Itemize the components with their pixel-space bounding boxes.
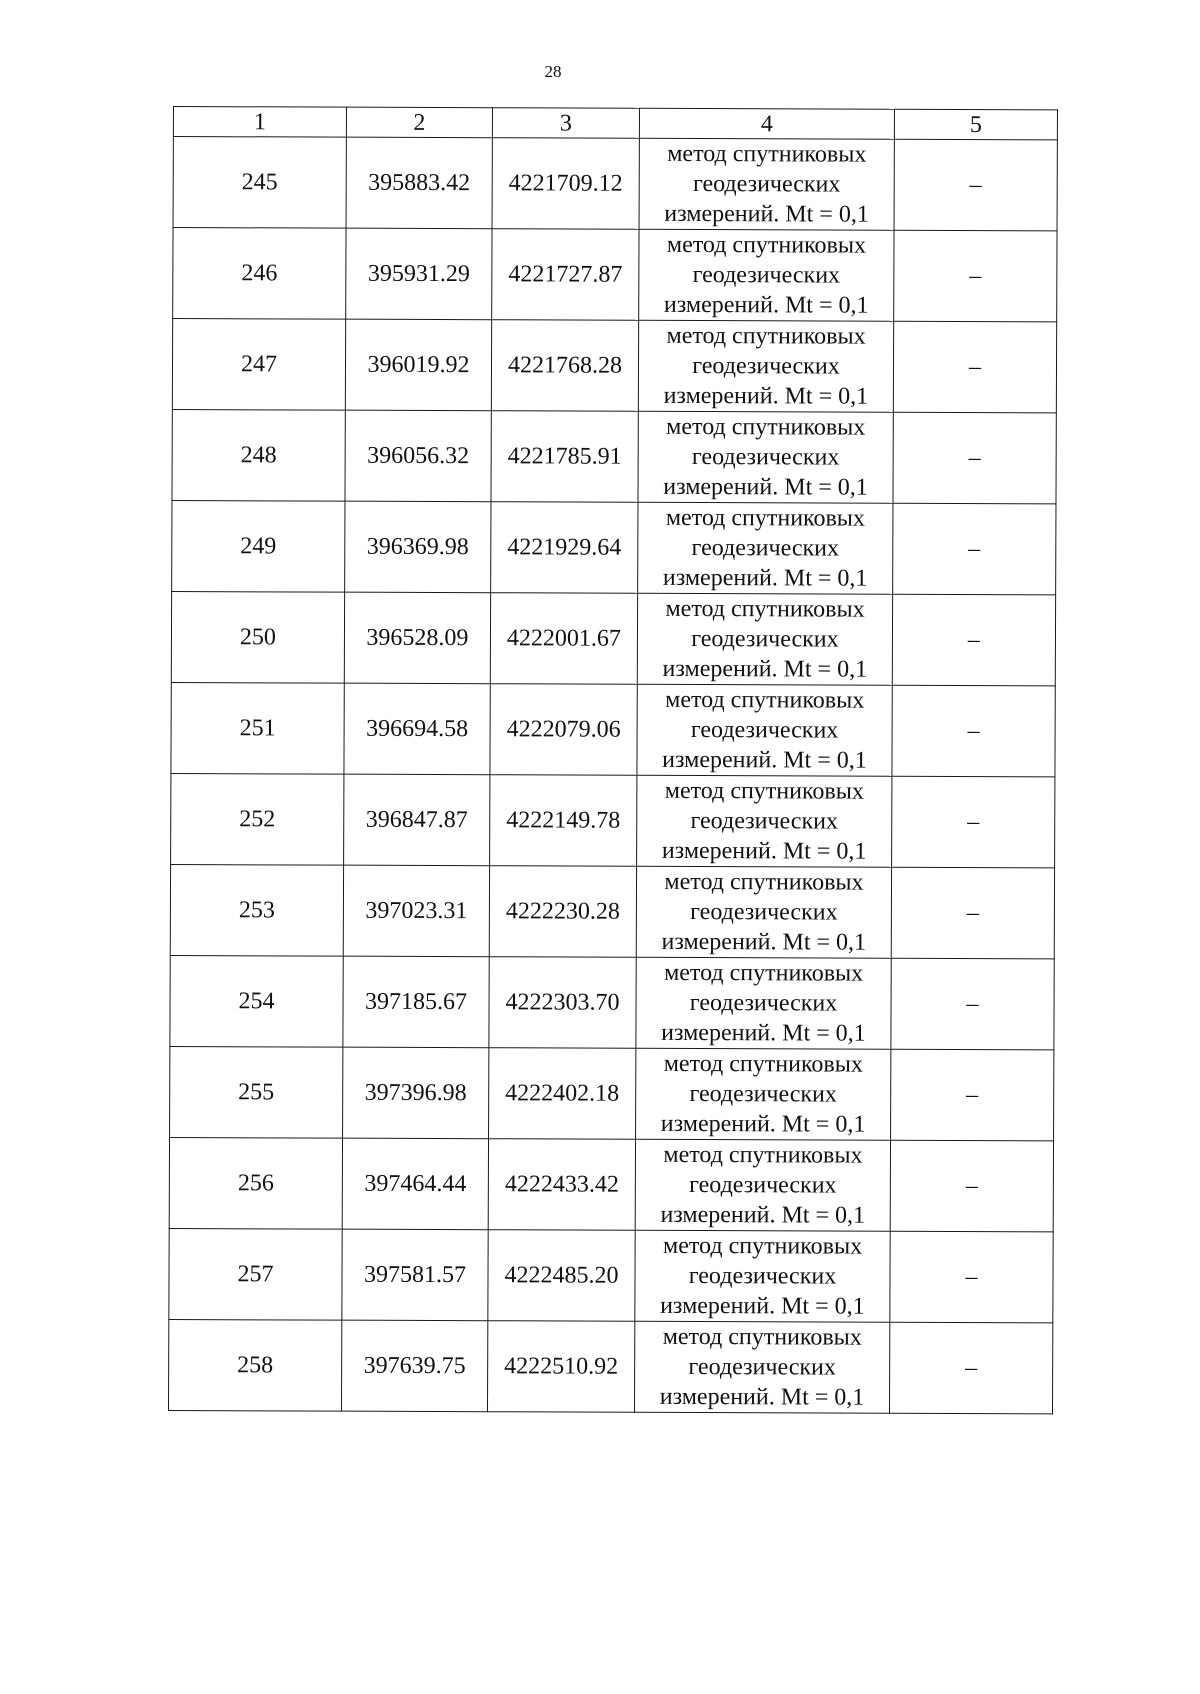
method-line: метод спутниковых <box>665 595 865 623</box>
note-cell: – <box>893 503 1056 595</box>
y-coordinate-cell: 4222510.92 <box>487 1321 634 1413</box>
coordinates-table <box>168 106 1058 1414</box>
y-coordinate-cell: 4221709.12 <box>492 138 639 230</box>
method-line: геодезических <box>692 261 841 289</box>
note-cell: – <box>891 958 1054 1050</box>
method-line: метод спутниковых <box>665 686 865 714</box>
y-coordinate-cell: 4221785.91 <box>491 411 638 503</box>
point-number-cell: 256 <box>169 1137 342 1229</box>
point-number-cell: 245 <box>173 137 346 229</box>
y-coordinate-cell: 4222402.18 <box>489 1048 636 1140</box>
point-number-cell: 252 <box>171 773 344 865</box>
y-coordinate-cell: 4222485.20 <box>488 1230 635 1322</box>
method-cell <box>636 866 891 958</box>
method-line: метод спутниковых <box>665 504 866 532</box>
method-cell <box>635 1230 890 1322</box>
point-number-cell: 257 <box>169 1228 342 1320</box>
y-coordinate-cell: 4222230.28 <box>489 866 636 958</box>
method-line: метод спутниковых <box>666 413 866 441</box>
table-row <box>169 1228 1053 1322</box>
column-header-4: 4 <box>639 108 894 139</box>
method-line: измерений. Mt = 0,1 <box>664 200 869 228</box>
method-line: измерений. Mt = 0,1 <box>660 1110 866 1138</box>
note-cell: – <box>891 1049 1054 1141</box>
method-line: метод спутниковых <box>666 231 867 259</box>
note-cell: – <box>892 776 1055 868</box>
table-body <box>168 107 1057 1414</box>
point-number-cell: 246 <box>173 228 346 320</box>
table-row <box>172 409 1056 503</box>
method-cell <box>637 684 892 776</box>
column-header-3: 3 <box>492 108 639 139</box>
method-line: метод спутниковых <box>662 1323 862 1351</box>
point-number-cell: 247 <box>172 319 345 411</box>
method-line: геодезических <box>690 898 838 926</box>
method-cell <box>636 957 891 1049</box>
method-cell <box>639 229 894 321</box>
note-cell: – <box>893 412 1056 504</box>
method-line: измерений. Mt = 0,1 <box>660 1201 866 1229</box>
method-line: геодезических <box>691 534 840 562</box>
method-line: метод спутниковых <box>664 868 864 896</box>
y-coordinate-cell: 4222001.67 <box>490 593 637 685</box>
note-cell: – <box>891 867 1054 959</box>
method-line: измерений. Mt = 0,1 <box>662 564 868 592</box>
method-cell <box>635 1139 890 1231</box>
method-line: измерений. Mt = 0,1 <box>660 1292 865 1320</box>
x-coordinate-cell: 396056.32 <box>345 410 491 502</box>
table-header-row <box>173 107 1057 140</box>
method-cell <box>639 138 894 230</box>
method-line: геодезических <box>692 352 840 380</box>
x-coordinate-cell: 397639.75 <box>341 1320 487 1412</box>
note-cell: – <box>893 321 1056 413</box>
column-header-1: 1 <box>173 107 346 138</box>
method-cell <box>638 502 893 594</box>
method-line: геодезических <box>691 625 839 653</box>
method-line: геодезических <box>688 1262 837 1290</box>
x-coordinate-cell: 397185.67 <box>343 956 489 1048</box>
y-coordinate-cell: 4221929.64 <box>491 502 638 594</box>
table-row <box>170 955 1054 1049</box>
x-coordinate-cell: 397464.44 <box>342 1138 488 1230</box>
method-line: геодезических <box>692 170 841 198</box>
note-cell: – <box>892 685 1055 777</box>
point-number-cell: 258 <box>168 1319 341 1411</box>
point-number-cell: 251 <box>171 682 344 774</box>
method-line: геодезических <box>689 1080 837 1108</box>
x-coordinate-cell: 396528.09 <box>344 592 490 684</box>
table-row <box>172 319 1056 413</box>
column-header-2: 2 <box>346 107 492 138</box>
point-number-cell: 253 <box>170 864 343 956</box>
table-row <box>168 1319 1052 1413</box>
y-coordinate-cell: 4222149.78 <box>490 775 637 867</box>
method-line: геодезических <box>690 716 839 744</box>
point-number-cell: 255 <box>170 1046 343 1138</box>
y-coordinate-cell: 4222303.70 <box>489 957 636 1049</box>
method-line: геодезических <box>689 989 838 1017</box>
note-cell: – <box>890 1231 1053 1323</box>
method-line: измерений. Mt = 0,1 <box>661 1019 866 1047</box>
x-coordinate-cell: 397581.57 <box>342 1229 488 1321</box>
table-row <box>172 500 1056 594</box>
method-line: метод спутниковых <box>664 777 864 805</box>
method-cell <box>634 1321 889 1413</box>
method-line: измерений. Mt = 0,1 <box>663 382 869 410</box>
note-cell: – <box>894 230 1057 322</box>
x-coordinate-cell: 396694.58 <box>344 683 490 775</box>
method-cell <box>637 593 892 685</box>
method-line: метод спутниковых <box>663 1050 863 1078</box>
x-coordinate-cell: 396847.87 <box>344 774 490 866</box>
table-row <box>171 773 1055 867</box>
x-coordinate-cell: 396019.92 <box>345 319 491 411</box>
y-coordinate-cell: 4221768.28 <box>491 320 638 412</box>
method-line: измерений. Mt = 0,1 <box>663 473 868 501</box>
table-row <box>170 864 1054 958</box>
column-header-5: 5 <box>894 109 1057 140</box>
note-cell: – <box>894 139 1057 231</box>
table-row <box>173 228 1057 322</box>
method-line: геодезических <box>689 1171 837 1199</box>
table-row <box>173 137 1057 231</box>
method-line: измерений. Mt = 0,1 <box>662 746 867 774</box>
method-line: метод спутниковых <box>663 1141 863 1169</box>
method-line: измерений. Mt = 0,1 <box>661 837 867 865</box>
point-number-cell: 254 <box>170 955 343 1047</box>
method-cell <box>637 775 892 867</box>
table-row <box>171 591 1055 685</box>
method-line: измерений. Mt = 0,1 <box>659 1383 865 1411</box>
method-cell <box>636 1048 891 1140</box>
method-line: измерений. Mt = 0,1 <box>662 655 868 683</box>
x-coordinate-cell: 397023.31 <box>343 865 489 957</box>
note-cell: – <box>890 1140 1053 1232</box>
x-coordinate-cell: 396369.98 <box>345 501 491 593</box>
x-coordinate-cell: 395883.42 <box>346 137 492 229</box>
method-cell <box>638 320 893 412</box>
point-number-cell: 249 <box>172 500 345 592</box>
table-row <box>170 1046 1054 1140</box>
method-line: измерений. Mt = 0,1 <box>663 291 869 319</box>
method-cell <box>638 411 893 503</box>
page-number: 28 <box>544 62 562 81</box>
table-row <box>171 682 1055 776</box>
method-line: геодезических <box>690 807 839 835</box>
method-line: метод спутниковых <box>666 322 866 350</box>
table-row <box>169 1137 1053 1231</box>
y-coordinate-cell: 4222079.06 <box>490 684 637 776</box>
method-line: геодезических <box>691 443 840 471</box>
y-coordinate-cell: 4221727.87 <box>492 229 639 321</box>
note-cell: – <box>892 594 1055 686</box>
method-line: метод спутниковых <box>663 1232 863 1260</box>
method-line: геодезических <box>688 1353 836 1381</box>
y-coordinate-cell: 4222433.42 <box>488 1139 635 1231</box>
method-line: измерений. Mt = 0,1 <box>661 928 867 956</box>
note-cell: – <box>889 1322 1052 1414</box>
x-coordinate-cell: 395931.29 <box>346 228 492 320</box>
method-line: метод спутниковых <box>667 140 867 168</box>
x-coordinate-cell: 397396.98 <box>343 1047 489 1139</box>
point-number-cell: 250 <box>171 591 344 683</box>
point-number-cell: 248 <box>172 409 345 501</box>
method-line: метод спутниковых <box>664 959 864 987</box>
